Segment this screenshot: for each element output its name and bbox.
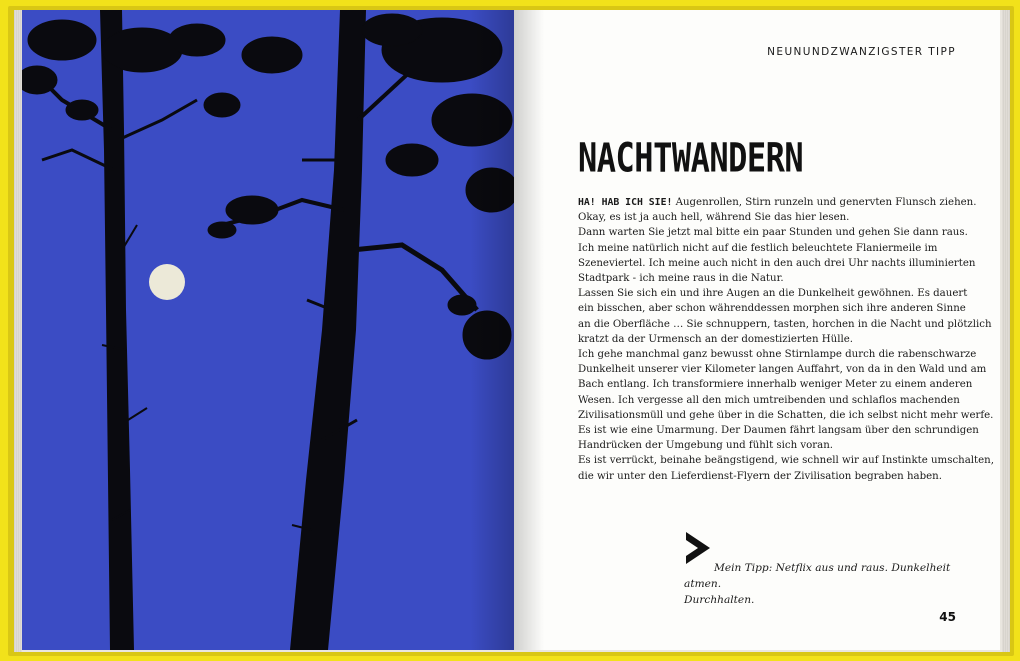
text-line: Ich gehe manchmal ganz bewusst ohne Stirnlampe durch die rabenschwarze bbox=[578, 349, 977, 361]
night-forest-illustration bbox=[22, 10, 514, 650]
text-line: Handrücken der Umgebung und fühlt sich voran. bbox=[578, 440, 834, 452]
text-line: Dann warten Sie jetzt mal bitte ein paar Stunden und gehen Sie dann raus. bbox=[578, 227, 968, 239]
tip-line: Durchhalten. bbox=[684, 594, 755, 606]
text-line: Bach entlang. Ich transformiere innerhalb weniger Meter zu einem anderen bbox=[578, 379, 973, 391]
text-line: Okay, es ist ja auch hell, während Sie das hier lesen. bbox=[578, 212, 850, 224]
chapter-title: NACHTWANDERN bbox=[578, 134, 804, 182]
text-line: Wesen. Ich vergesse all den mich umtreibenden und schlaflos machenden bbox=[578, 394, 960, 406]
illustration-page bbox=[22, 10, 514, 650]
text-line: Dunkelheit unserer vier Kilometer langen Auffahrt, von da in den Wald und am bbox=[578, 364, 987, 376]
text-line: Ich meine natürlich nicht auf die festlich beleuchtete Flaniermeile im bbox=[578, 242, 938, 254]
tip-line: Mein Tipp: Netflix aus und raus. Dunkelheit atmen. bbox=[684, 562, 951, 590]
tip-box bbox=[684, 560, 974, 608]
text-line: Es ist wie eine Umarmung. Der Daumen fährt langsam über den schrundigen bbox=[578, 425, 979, 437]
text-line: Stadtpark - ich meine raus in die Natur. bbox=[578, 273, 784, 285]
text-line: die wir unter den Lieferdienst-Flyern der Zivilisation begraben haben. bbox=[578, 470, 942, 482]
text-line: an die Oberfläche … Sie schnuppern, tasten, horchen in die Nacht und plötzlich bbox=[578, 318, 992, 330]
text-line: Zivilisationsmüll und gehe über in die Schatten, die ich selbst nicht mehr werfe. bbox=[578, 409, 994, 421]
text-line: Szeneviertel. Ich meine auch nicht in den auch drei Uhr nachts illuminierten bbox=[578, 257, 976, 269]
text-line: Lassen Sie sich ein und ihre Augen an die Dunkelheit gewöhnen. Es dauert bbox=[578, 288, 968, 300]
lead-in: HA! HAB ICH SIE! bbox=[578, 197, 673, 208]
text-line: kratzt da der Urmensch an der domestizierten Hülle. bbox=[578, 333, 853, 345]
page-number: 45 bbox=[939, 610, 956, 624]
text-line: Es ist verrückt, beinahe beängstigend, wie schnell wir auf Instinkte umschalten, bbox=[578, 455, 994, 467]
text-line: ein bisschen, aber schon währenddessen morphen sich ihre anderen Sinne bbox=[578, 303, 966, 315]
body-text bbox=[578, 195, 994, 484]
running-head: NEUNUNDZWANZIGSTER TIPP bbox=[767, 46, 956, 58]
moon bbox=[149, 264, 185, 300]
text-line: HA! HAB ICH SIE! Augenrollen, Stirn runzeln und genervten Flunsch ziehen. bbox=[578, 197, 977, 208]
